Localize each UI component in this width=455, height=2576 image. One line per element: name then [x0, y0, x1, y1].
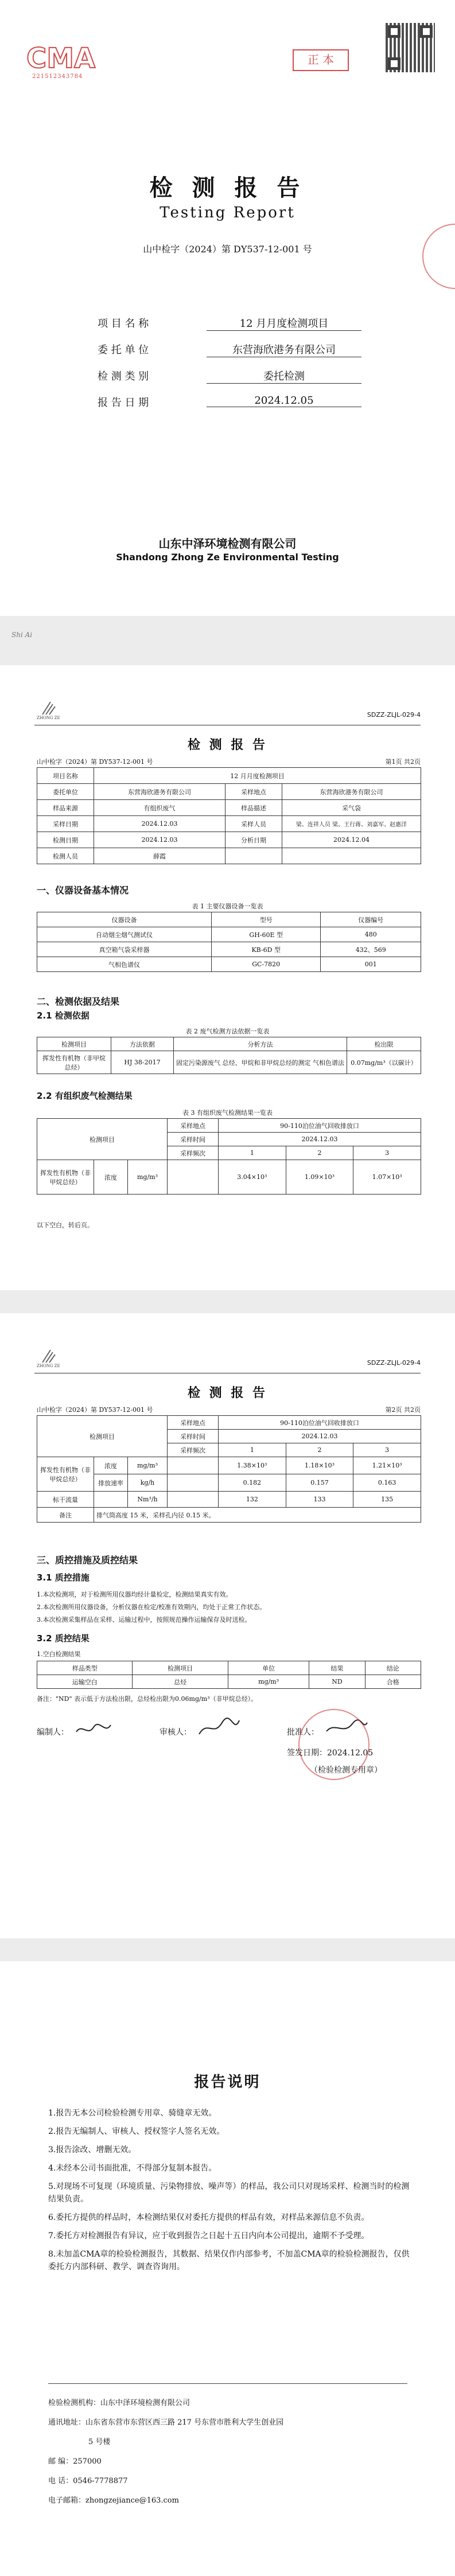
field-value: 委托检测 — [207, 368, 361, 384]
cell: 采样频次 — [168, 1146, 219, 1160]
cover-title: 检 测 报 告 — [149, 174, 306, 201]
page-title: 检 测 报 告 — [188, 737, 267, 752]
contact-info — [48, 2394, 410, 2511]
cell: 气相色谱仪 — [37, 957, 212, 972]
cell: 挥发性有机物（非甲烷总烃） — [37, 1051, 111, 1074]
table-row — [37, 957, 421, 972]
section-1-heading: 一、仪器设备基本情况 — [37, 885, 129, 896]
cell: mg/m³ — [128, 1457, 168, 1474]
table-header-row — [37, 1037, 421, 1051]
note-item: 8.未加盖CMA章的检验检测报告，其数据、结果仅作内部参考，不加盖CMA章的检验检测报告，仅供委托方内部科研、教学、调查咨询用。 — [48, 2250, 410, 2271]
cell: 检测日期 — [37, 832, 94, 848]
cell: 标干流量 — [37, 1492, 94, 1508]
cell: 样品描述 — [225, 800, 282, 816]
cell: 检测项目 — [37, 1416, 168, 1457]
logo-text: ZHONG ZE — [37, 716, 60, 720]
cell: 1.38×10³ — [219, 1457, 286, 1474]
cell — [282, 848, 421, 864]
table-3-caption: 表 3 有组织废气检测结果一览表 — [182, 1109, 273, 1117]
cell: 480 — [321, 927, 421, 942]
contact-address-2: 5 号楼 — [88, 2438, 111, 2446]
cell: 有组织废气 — [94, 800, 225, 816]
logo-text: ZHONG ZE — [37, 1364, 60, 1368]
handwriting-note: Shi Ai — [11, 631, 33, 639]
field-row — [98, 338, 361, 361]
cell: 采气袋 — [282, 800, 421, 816]
method-table — [37, 1037, 421, 1074]
cell: 90-110泊位油气回收排放口 — [219, 1416, 421, 1430]
contact-email: 电子邮箱：zhongzejiance@163.com — [48, 2496, 179, 2505]
cell: 采样地点 — [168, 1416, 219, 1430]
contact-address: 通讯地址：山东省东营市东营区西三路 217 号东营市胜利大学生创业园 — [48, 2418, 284, 2427]
cell: kg/h — [128, 1474, 168, 1492]
table-row — [37, 1457, 421, 1474]
field-row — [98, 391, 361, 414]
field-value: 2024.12.05 — [207, 395, 361, 407]
page-title: 检 测 报 告 — [188, 1385, 267, 1400]
blank-label: 1.空白检测结果 — [37, 1650, 81, 1658]
table-row — [37, 800, 421, 816]
note-item: 5.对现场不可复现（环境质量、污染物排放、噪声等）的样品，我公司只对现场采样、检测当时的检测结果负责。 — [48, 2182, 410, 2204]
cell: 自动烟尘烟气测试仪 — [37, 927, 212, 942]
cell: 薛霞 — [94, 848, 225, 864]
cover-report-no: 山中检字（2024）第 DY537-12-001 号 — [143, 244, 312, 255]
qc-line: 1.本次检测项，对于检测所用仪器均经计量检定，检测结果真实有效。 — [37, 1591, 232, 1598]
note-item: 4.未经本公司书面批准，不得部分复制本报告。 — [48, 2164, 217, 2173]
table-row — [37, 832, 421, 848]
cell: 采样人员 — [225, 816, 282, 832]
table-row — [37, 1675, 421, 1689]
cell: 备注 — [37, 1508, 94, 1523]
equipment-table — [37, 912, 421, 972]
column-header: 检测项目 — [133, 1661, 228, 1675]
table-row — [37, 816, 421, 832]
note-item: 6.委托方提供的样品时，本检测结果仅对委托方提供的样品有效，对样品来源信息不负责。 — [48, 2213, 370, 2222]
cell: KB-6D 型 — [212, 942, 321, 957]
cell: 梁、连祥人员 梁、王行蒋、刘嘉军、赵惠洋 — [282, 816, 421, 832]
cell: 0.157 — [286, 1474, 353, 1492]
cell: 浓度 — [94, 1160, 128, 1195]
table-row — [37, 1416, 421, 1430]
cell: 3.04×10³ — [219, 1160, 286, 1195]
cell: 运输空白 — [37, 1675, 133, 1689]
cell: 2024.12.03 — [219, 1430, 421, 1443]
original-stamp-text: 正 本 — [307, 53, 335, 67]
cell: 真空箱气袋采样器 — [37, 942, 212, 957]
cell: 2 — [286, 1146, 353, 1160]
subsection-2-2: 2.2 有组织废气检测结果 — [37, 1091, 133, 1101]
field-value: 东营海欣港务有限公司 — [207, 342, 361, 357]
signature-preparer — [73, 1720, 114, 1738]
page-number: 第2页 共2页 — [385, 1406, 421, 1414]
cell: 1.07×10³ — [353, 1160, 421, 1195]
subsection-3-2: 3.2 质控结果 — [37, 1633, 90, 1644]
cell: mg/m³ — [228, 1675, 309, 1689]
column-header: 方法依据 — [111, 1037, 174, 1051]
cell: 采样地点 — [168, 1119, 219, 1133]
table-row — [37, 1474, 421, 1492]
field-label: 项 目 名 称 — [98, 318, 149, 330]
logo-lines-icon — [37, 700, 65, 717]
column-header: 分析方法 — [174, 1037, 347, 1051]
results-table — [37, 1118, 421, 1195]
page-number: 第1页 共2页 — [385, 758, 421, 766]
cell: 采样地点 — [225, 784, 282, 800]
cell: 2024.12.03 — [94, 816, 225, 832]
cell: 东营海欣港务有限公司 — [94, 784, 225, 800]
note-item: 3.报告涂改、增删无效。 — [48, 2145, 137, 2155]
qr-code — [386, 23, 435, 72]
section-3-heading: 三、质控措施及质控结果 — [37, 1555, 138, 1566]
field-row — [98, 365, 361, 388]
field-label: 检 测 类 别 — [98, 370, 149, 383]
cell: 0.163 — [353, 1474, 421, 1492]
column-header: 型号 — [212, 912, 321, 927]
table-2-caption: 表 2 废气检测方法依据一览表 — [185, 1028, 270, 1035]
cell: 挥发性有机物（非甲烷总烃） — [37, 1457, 94, 1492]
cell: 1.09×10³ — [286, 1160, 353, 1195]
info-table — [37, 767, 421, 864]
table-row — [37, 927, 421, 942]
cell: 3 — [353, 1443, 421, 1457]
cell: 1 — [219, 1146, 286, 1160]
table-row — [37, 768, 421, 784]
note-item: 7.委托方对检测报告有异议，应于收到报告之日起十五日内向本公司提出，逾期不予受理。 — [48, 2231, 370, 2241]
cell: 90-110泊位油气回收排放口 — [219, 1119, 421, 1133]
cell — [225, 848, 282, 864]
cell: 检测人员 — [37, 848, 94, 864]
table-row — [37, 1119, 421, 1133]
column-header: 仪器编号 — [321, 912, 421, 927]
qc-line: 3.本次检测采集样品在采样、运输过程中，按照规范操作运输保存及时送检。 — [37, 1616, 251, 1623]
signature-reviewer — [196, 1717, 242, 1740]
cell: 1 — [219, 1443, 286, 1457]
sign-approver-label: 批准人： — [287, 1728, 319, 1737]
seal-note: （检验检测专用章） — [310, 1766, 382, 1775]
column-header: 检测项目 — [37, 1037, 111, 1051]
column-header: 检出限 — [347, 1037, 421, 1051]
field-row — [98, 312, 361, 335]
cover-subtitle: Testing Report — [160, 204, 295, 221]
cell: 135 — [353, 1492, 421, 1508]
field-label: 报 告 日 期 — [98, 397, 149, 409]
cell: 采样时间 — [168, 1430, 219, 1443]
cma-code: 221512343784 — [32, 73, 83, 80]
table-1-caption: 表 1 主要仪器设备一览表 — [192, 903, 263, 910]
cell: GC-7820 — [212, 957, 321, 972]
report-page-2 — [0, 1313, 455, 1938]
cell: 委托单位 — [37, 784, 94, 800]
table-row — [37, 848, 421, 864]
sign-preparer-label: 编制人： — [37, 1728, 69, 1737]
notes-title: 报告说明 — [194, 2074, 261, 2091]
section-2-heading: 二、检测依据及结果 — [37, 996, 120, 1007]
cell: mg/m³ — [128, 1160, 168, 1195]
cell: 0.07mg/m³（以碳计） — [347, 1051, 421, 1074]
cell: 项目名称 — [37, 768, 94, 784]
qc-line: 2.本次检测所用仪器设备，分析仪器在检定/校准有效期内，均处于正常工作状态。 — [37, 1603, 266, 1611]
note-item: 1.报告无本公司检验检测专用章、骑缝章无效。 — [48, 2109, 217, 2118]
cell: GH-60E 型 — [212, 927, 321, 942]
cell: 0.182 — [219, 1474, 286, 1492]
qc-note: 备注："ND" 表示低于方法检出限，总烃检出限为0.06mg/m³（非甲烷总烃）。 — [37, 1695, 258, 1703]
cell: 固定污染源废气 总烃、甲烷和非甲烷总烃的测定 气相色谱法 — [174, 1051, 347, 1074]
qc-table — [37, 1661, 421, 1689]
logo-lines-icon — [37, 1348, 65, 1365]
cell: 1.21×10³ — [353, 1457, 421, 1474]
cell: Nm³/h — [128, 1492, 168, 1508]
company-logo — [37, 1348, 65, 1369]
field-value: 12 月月度检测项目 — [207, 315, 361, 331]
cell: 132 — [219, 1492, 286, 1508]
column-header: 样品类型 — [37, 1661, 133, 1675]
sign-reviewer-label: 审核人： — [160, 1728, 192, 1737]
cell: 排放速率 — [94, 1474, 128, 1492]
table-row — [37, 1492, 421, 1508]
subsection-2-1: 2.1 检测依据 — [37, 1010, 90, 1021]
company-name-en: Shandong Zhong Ze Environmental Testing — [116, 552, 339, 563]
note-item: 2.报告无编制人、审核人、授权签字人签名无效。 — [48, 2127, 225, 2136]
table-row — [37, 784, 421, 800]
cover-page — [0, 0, 455, 616]
contact-zip: 邮 编：257000 — [48, 2457, 102, 2466]
cell: 2024.12.03 — [94, 832, 225, 848]
cell: HJ 38-2017 — [111, 1051, 174, 1074]
report-notes-page — [0, 1961, 455, 2576]
cell: 分析日期 — [225, 832, 282, 848]
side-seal — [422, 224, 455, 289]
contact-phone: 电 话：0546-7778877 — [48, 2477, 128, 2485]
cell: 2 — [286, 1443, 353, 1457]
subsection-3-1: 3.1 质控措施 — [37, 1572, 90, 1583]
column-header: 单位 — [228, 1661, 309, 1675]
cell: 样品来源 — [37, 800, 94, 816]
cell: 合格 — [365, 1675, 421, 1689]
company-name-cn: 山东中泽环境检测有限公司 — [158, 537, 297, 551]
report-page-1 — [0, 665, 455, 1290]
contact-divider — [48, 2383, 407, 2384]
cell: 001 — [321, 957, 421, 972]
doc-code: SDZZ-ZLJL-029-4 — [367, 1359, 421, 1367]
cell: 挥发性有机物（非甲烷总烃） — [37, 1160, 94, 1195]
table-header-row — [37, 1661, 421, 1675]
table-row — [37, 942, 421, 957]
table-row — [37, 1051, 421, 1074]
cell: 2024.12.04 — [282, 832, 421, 848]
cma-logo — [23, 40, 98, 80]
cell: 1.18×10³ — [286, 1457, 353, 1474]
cell: 浓度 — [94, 1457, 128, 1474]
report-number: 山中检字（2024）第 DY537-12-001 号 — [37, 1406, 153, 1414]
approval-date: 签发日期：2024.12.05 — [287, 1748, 374, 1758]
cell: ND — [309, 1675, 365, 1689]
cell: 3 — [353, 1146, 421, 1160]
cell: 采样频次 — [168, 1443, 219, 1457]
table-row — [37, 1160, 421, 1195]
original-stamp — [293, 49, 349, 71]
cell: 总烃 — [133, 1675, 228, 1689]
cell: 采样时间 — [168, 1133, 219, 1146]
column-header: 仪器设备 — [37, 912, 212, 927]
column-header: 结果 — [309, 1661, 365, 1675]
cell: 2024.12.03 — [219, 1133, 421, 1146]
cell: 采样日期 — [37, 816, 94, 832]
cell: 12 月月度检测项目 — [94, 768, 421, 784]
table-header-row — [37, 912, 421, 927]
cell: 133 — [286, 1492, 353, 1508]
notes-list — [48, 2107, 410, 2279]
doc-code: SDZZ-ZLJL-029-4 — [367, 711, 421, 719]
report-number: 山中检字（2024）第 DY537-12-001 号 — [37, 758, 153, 766]
cell: 检测项目 — [37, 1119, 168, 1160]
company-logo — [37, 700, 65, 721]
svg-text:CMA: CMA — [26, 42, 96, 75]
field-label: 委 托 单 位 — [98, 344, 149, 356]
results-table-continued — [37, 1415, 421, 1523]
column-header: 结论 — [365, 1661, 421, 1675]
table-row — [37, 1508, 421, 1523]
cell: 432、569 — [321, 942, 421, 957]
contact-unit: 检验检测机构：山东中泽环境检测有限公司 — [48, 2399, 190, 2407]
footer-note: 以下空白，转后页。 — [37, 1221, 94, 1229]
cell: 东营海欣港务有限公司 — [282, 784, 421, 800]
cell: 排气筒高度 15 米，采样孔内径 0.15 米。 — [94, 1508, 421, 1523]
